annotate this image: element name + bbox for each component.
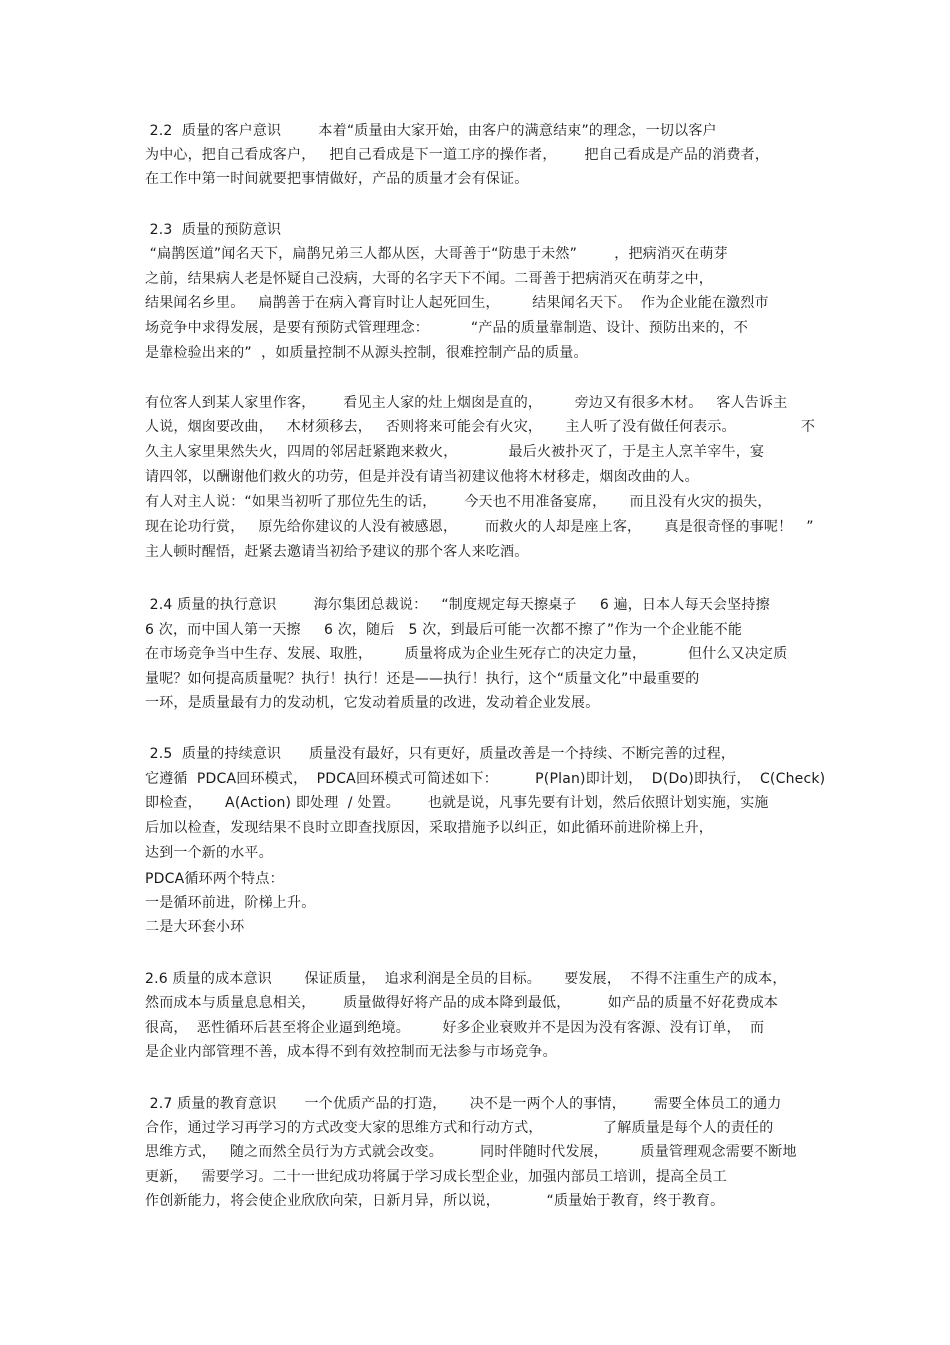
text-line: 6 次，而中国人第一天擦 6 次，随后 5 次，到最后可能一次都不擦了”作为一个企业能不能 bbox=[145, 622, 743, 638]
text-line: 即检查， A(Action) 即处理 / 处置。 也就是说，凡事先要有计划，然后依照计划实施，实施 bbox=[145, 795, 769, 811]
text-line: 为中心，把自己看成客户， 把自己看成是下一道工序的操作者， 把自己看成是产品的消费者， bbox=[145, 147, 770, 163]
text-line: “扁鹊医道”闻名天下，扁鹊兄弟三人都从医，大哥善于“防患于未然” ，把病消灭在萌芽 bbox=[145, 246, 728, 262]
text-line: 请四邻，以酬谢他们救火的功劳，但是并没有请当初建议他将木材移走，烟囱改曲的人。 bbox=[145, 469, 699, 485]
s26-heading-line: 2.6 质量的成本意识 保证质量， 追求利润是全员的目标。 要发展， 不得不注重生产的成本， bbox=[145, 971, 787, 987]
s27-heading-line: 2.7 质量的教育意识 一个优质产品的打造， 决不是一两个人的事情， 需要全体员工的通力 bbox=[145, 1096, 782, 1112]
s22-heading-line: 2.2 质量的客户意识 本着“质量由大家开始，由客户的满意结束”的理念，一切以客户 bbox=[145, 123, 717, 139]
pdca-feature-1: 一是循环前进，阶梯上升。 bbox=[145, 895, 316, 911]
text-line: 后加以检查，发现结果不良时立即查找原因，采取措施予以纠正，如此循环前进阶梯上升， bbox=[145, 820, 713, 836]
s24-heading-line: 2.4 质量的执行意识 海尔集团总裁说： “制度规定每天擦桌子 6 遍，日本人每天会坚持擦 bbox=[145, 597, 770, 613]
text-line: 一环，是质量最有力的发动机，它发动着质量的改进，发动着企业发展。 bbox=[145, 695, 600, 711]
text-line: 然而成本与质量息息相关， 质量做得好将产品的成本降到最低， 如产品的质量不好花费成本 bbox=[145, 995, 779, 1011]
text-line: 现在论功行赏， 原先给你建议的人没有被感恩， 而救火的人却是座上客， 真是很奇怪的事呢！ ” bbox=[145, 519, 814, 535]
text-line: 主人顿时醒悟，赶紧去邀请当初给予建议的那个客人来吃酒。 bbox=[145, 544, 529, 560]
text-line: 是企业内部管理不善，成本得不到有效控制而无法参与市场竞争。 bbox=[145, 1044, 557, 1060]
pdca-features-title: PDCA循环两个特点： bbox=[145, 871, 284, 887]
text-line: 有人对主人说：“如果当初听了那位先生的话， 今天也不用准备宴席， 而且没有火灾的损失， bbox=[145, 494, 772, 510]
text-line: 有位客人到某人家里作客， 看见主人家的灶上烟囱是直的， 旁边又有很多木材。 客人告诉主 bbox=[145, 395, 788, 411]
text-line: 达到一个新的水平。 bbox=[145, 845, 273, 861]
s23-heading: 2.3 质量的预防意识 bbox=[145, 222, 282, 238]
text-line: 场竞争中求得发展，是要有预防式管理理念： “产品的质量靠制造、设计、预防出来的，不 bbox=[145, 320, 749, 336]
text-line: 是靠检验出来的” ，如质量控制不从源头控制，很难控制产品的质量。 bbox=[145, 345, 588, 361]
text-line: 量呢？如何提高质量呢？执行！执行！还是——执行！执行，这个“质量文化”中最重要的 bbox=[145, 671, 700, 687]
text-line: 在工作中第一时间就要把事情做好，产品的质量才会有保证。 bbox=[145, 171, 529, 187]
text-line: 很高， 恶性循环后甚至将企业逼到绝境。 好多企业衰败并不是因为没有客源、没有订单， 而 bbox=[145, 1020, 765, 1036]
text-line: 合作，通过学习再学习的方式改变大家的思维方式和行动方式， 了解质量是每个人的责任的 bbox=[145, 1120, 774, 1136]
text-line: 结果闻名乡里。 扁鹊善于在病入膏肓时让人起死回生， 结果闻名天下。 作为企业能在激烈市 bbox=[145, 295, 769, 311]
text-line: 之前，结果病人老是怀疑自己没病，大哥的名字天下不闻。二哥善于把病消灭在萌芽之中， bbox=[145, 271, 713, 287]
text-line: 更新， 需要学习。二十一世纪成功将属于学习成长型企业，加强内部员工培训，提高全员工 bbox=[145, 1169, 727, 1185]
text-line: 思维方式， 随之而然全员行为方式就会改变。 同时伴随时代发展， 质量管理观念需要不断地 bbox=[145, 1144, 797, 1160]
s25-heading-line: 2.5 质量的持续意识 质量没有最好，只有更好，质量改善是一个持续、不断完善的过程， bbox=[145, 746, 736, 762]
pdca-feature-2: 二是大环套小环 bbox=[145, 919, 245, 935]
text-line: 它遵循 PDCA回环模式， PDCA回环模式可简述如下： P(Plan)即计划， D(Do)即执行， C(Check) bbox=[145, 771, 826, 787]
text-line: 在市场竞争当中生存、发展、取胜， 质量将成为企业生死存亡的决定力量， 但什么又决定质 bbox=[145, 646, 788, 662]
text-line: 作创新能力，将会使企业欣欣向荣，日新月异，所以说， “质量始于教育，终于教育。 bbox=[145, 1193, 725, 1209]
text-line: 人说，烟囱要改曲， 木材须移去， 否则将来可能会有火灾， 主人听了没有做任何表示。 不 bbox=[145, 419, 816, 435]
text-line: 久主人家里果然失火，四周的邻居赶紧跑来救火， 最后火被扑灭了，于是主人烹羊宰牛，宴 bbox=[145, 444, 765, 460]
